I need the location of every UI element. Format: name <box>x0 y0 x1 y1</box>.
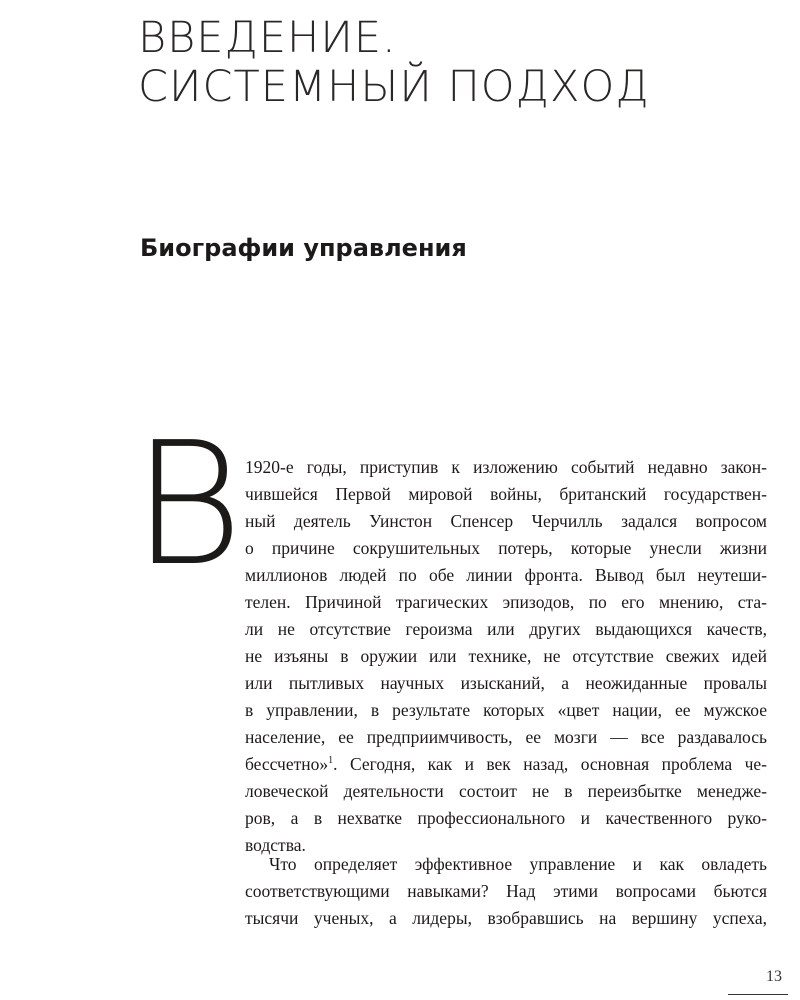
page-number: 13 <box>766 968 782 985</box>
text-line: в управлении, в результате которых «цвет нации, ее мужское <box>245 700 767 720</box>
chapter-title <box>138 14 650 112</box>
text-line: ный деятель Уинстон Спенсер Черчилль задался вопросом <box>245 511 767 531</box>
text-line: не изъяны в оружии или технике, не отсутствие свежих идей <box>245 646 767 666</box>
text-line: тысячи ученых, а лидеры, взобравшись на вершину успеха, <box>245 908 767 928</box>
text-line: население, ее предприимчивость, ее мозги — все раздавалось <box>245 727 767 747</box>
text-line: 1920-е годы, приступив к изложению событий недавно закон- <box>245 457 767 477</box>
text-line: соответствующими навыками? Над этими вопросами бьются <box>245 881 767 901</box>
paragraph-2 <box>245 851 767 932</box>
text-segment: . Сегодня, как и век назад, основная проблема че- <box>333 754 767 774</box>
text-line: миллионов людей по обе линии фронта. Вывод был неутеши- <box>245 565 767 585</box>
text-line: Что определяет эффективное управление и как овладеть <box>269 854 767 874</box>
footer-rule <box>728 994 788 995</box>
drop-cap: В <box>132 406 244 604</box>
chapter-title-line-2: СИСТЕМНЫЙ ПОДХОД <box>138 62 650 112</box>
text-segment: бессчетно» <box>245 754 329 774</box>
text-line: ловеческой деятельности состоит не в переизбытке менедже- <box>245 781 767 801</box>
text-line: о причине сокрушительных потерь, которые унесли жизни <box>245 538 767 558</box>
text-line: или пытливых научных изысканий, а неожиданные провалы <box>245 673 767 693</box>
text-line: телен. Причиной трагических эпизодов, по его мнению, ста- <box>245 592 767 612</box>
paragraph-1 <box>245 454 767 859</box>
text-line: ли не отсутствие героизма или других выдающихся качеств, <box>245 619 767 639</box>
footnote-reference[interactable]: 1 <box>328 755 334 767</box>
text-line: водства. <box>245 835 306 855</box>
section-heading: Биографии управления <box>140 234 467 262</box>
text-line-with-footnote <box>245 751 767 778</box>
text-line: чившейся Первой мировой войны, британский государствен- <box>245 484 767 504</box>
text-line: ров, а в нехватке профессионального и качественного руко- <box>245 808 767 828</box>
chapter-title-line-1: ВВЕДЕНИЕ. <box>138 13 397 63</box>
